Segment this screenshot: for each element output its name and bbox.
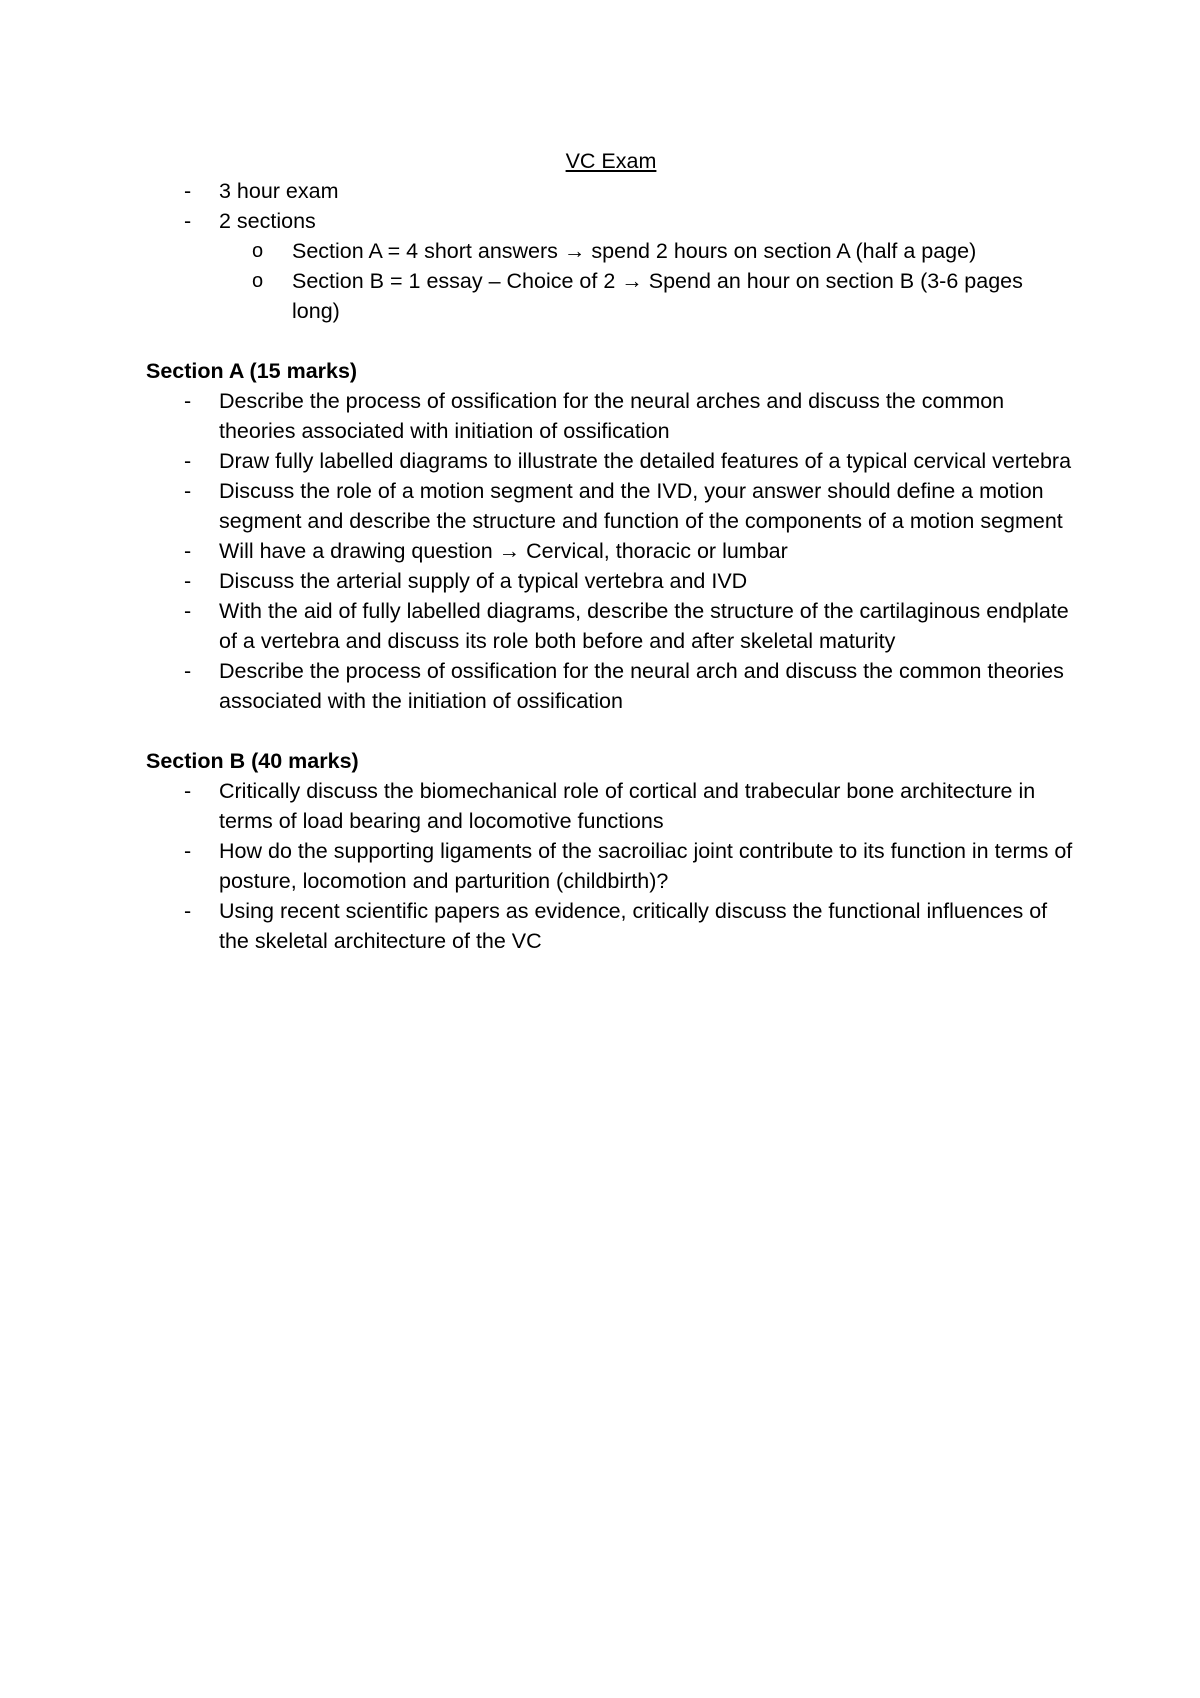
dash-bullet: -	[184, 779, 192, 803]
dash-bullet: -	[184, 839, 192, 863]
list-item-text: Describe the process of ossification for the neural arch and discuss the common theories associated with the initiation of ossification	[219, 659, 1064, 713]
list-item	[146, 776, 1076, 836]
document-body	[146, 146, 1076, 956]
sub-list-item-text: Section A = 4 short answers → spend 2 hours on section A (half a page)	[292, 239, 977, 263]
sub-list-item	[219, 236, 1076, 266]
sections-sub-list	[219, 236, 1076, 326]
list-item	[146, 566, 1076, 596]
list-item	[146, 536, 1076, 566]
list-item	[146, 476, 1076, 536]
list-item	[146, 386, 1076, 446]
list-item-text: With the aid of fully labelled diagrams, describe the structure of the cartilaginous endplate of a vertebra and discuss its role both before and after skeletal maturity	[219, 599, 1069, 653]
list-item	[146, 896, 1076, 956]
list-item	[146, 206, 1076, 326]
dash-bullet: -	[184, 449, 192, 473]
dash-bullet: -	[184, 209, 192, 233]
dash-bullet: -	[184, 389, 192, 413]
list-item	[146, 656, 1076, 716]
list-item	[146, 836, 1076, 896]
dash-bullet: -	[184, 569, 192, 593]
circle-bullet: o	[252, 270, 264, 292]
dash-bullet: -	[184, 659, 192, 683]
dash-bullet: -	[184, 899, 192, 923]
sub-list-item-text: Section B = 1 essay – Choice of 2 → Spend an hour on section B (3-6 pages long)	[292, 269, 1023, 323]
section-b-list	[146, 776, 1076, 956]
list-item-text: 3 hour exam	[219, 179, 339, 203]
overview-list	[146, 176, 1076, 326]
sub-list-item	[219, 266, 1076, 326]
section-a-heading: Section A (15 marks)	[146, 359, 358, 383]
dash-bullet: -	[184, 539, 192, 563]
list-item	[146, 596, 1076, 656]
list-item-text: Critically discuss the biomechanical role of cortical and trabecular bone architecture in terms of load bearing and locomotive functions	[219, 779, 1036, 833]
list-item	[146, 176, 1076, 206]
list-item-text: Describe the process of ossification for the neural arches and discuss the common theories associated with initiation of ossification	[219, 389, 1005, 443]
list-item-text: Using recent scientific papers as evidence, critically discuss the functional influences of the skeletal architecture of the VC	[219, 899, 1048, 953]
page-title: VC Exam	[565, 149, 657, 173]
list-item	[146, 446, 1076, 476]
list-item-text: Will have a drawing question → Cervical, thoracic or lumbar	[219, 539, 788, 563]
dash-bullet: -	[184, 179, 192, 203]
dash-bullet: -	[184, 479, 192, 503]
section-a-list	[146, 386, 1076, 716]
dash-bullet: -	[184, 599, 192, 623]
list-item-text: Discuss the arterial supply of a typical vertebra and IVD	[219, 569, 748, 593]
list-item-text: 2 sections	[219, 209, 316, 233]
section-b-heading: Section B (40 marks)	[146, 749, 359, 773]
circle-bullet: o	[252, 240, 264, 262]
list-item-text: Draw fully labelled diagrams to illustrate the detailed features of a typical cervical vertebra	[219, 449, 1072, 473]
list-item-text: How do the supporting ligaments of the sacroiliac joint contribute to its function in terms of posture, locomotion and parturition (childbirth)?	[219, 839, 1073, 893]
list-item-text: Discuss the role of a motion segment and the IVD, your answer should define a motion segment and describe the structure and function of the components of a motion segment	[219, 479, 1063, 533]
